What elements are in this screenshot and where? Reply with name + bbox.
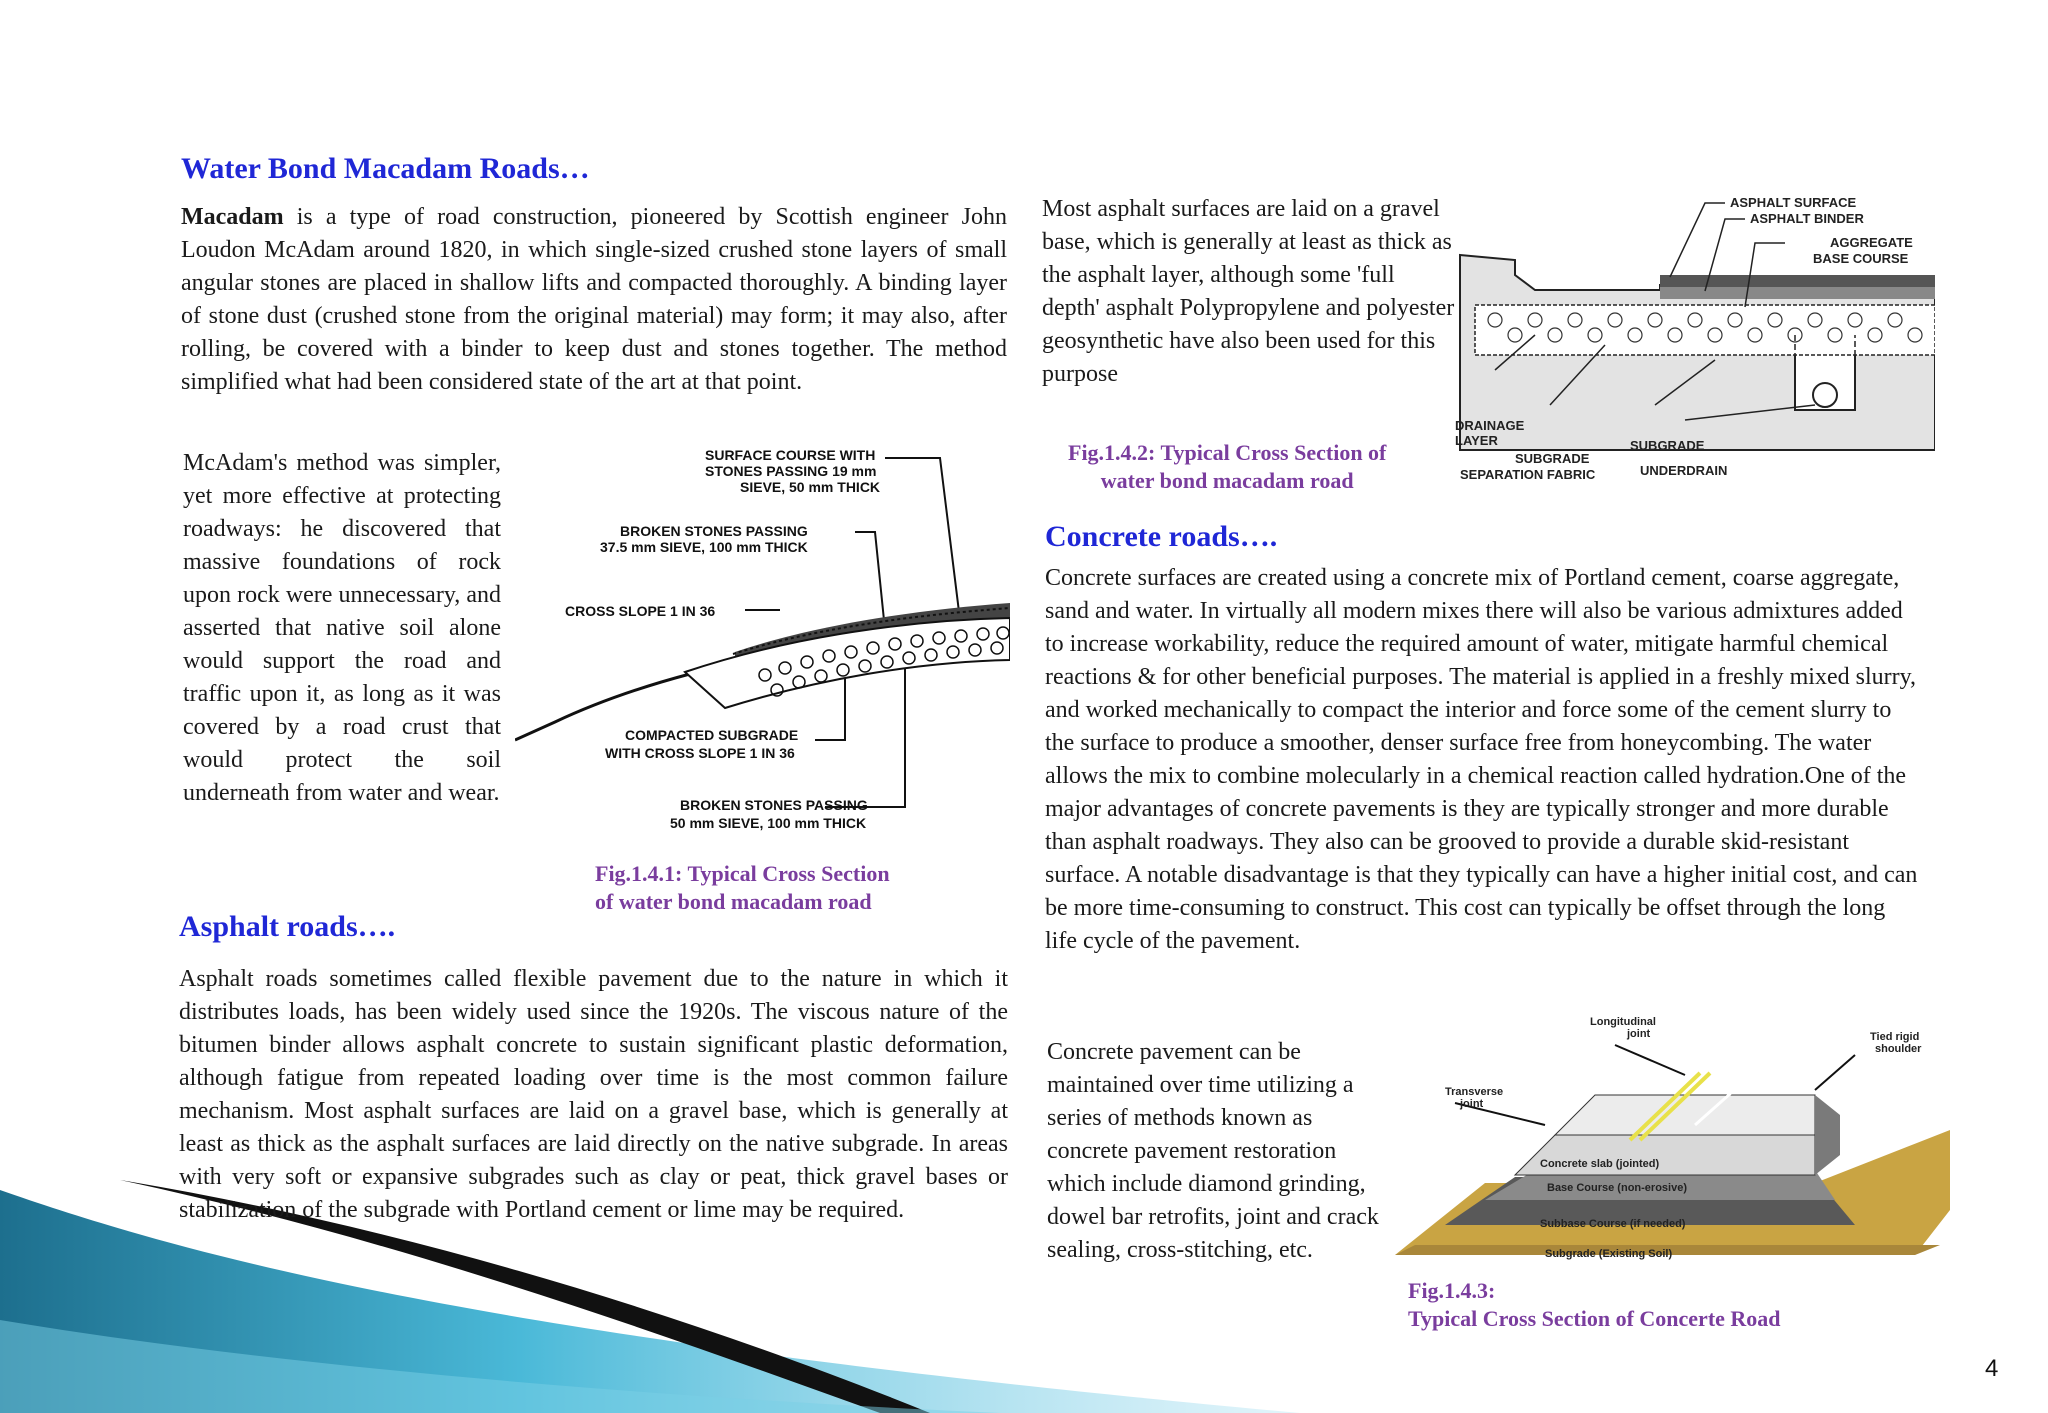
concrete-caption-line2: Typical Cross Section of Concerte Road	[1408, 1306, 1781, 1331]
label-longitudinal-2: joint	[1627, 1028, 1651, 1040]
label-tied-2: shoulder	[1875, 1043, 1922, 1055]
label-drainage-1: DRAINAGE	[1455, 418, 1525, 433]
label-transverse-2: joint	[1460, 1098, 1484, 1110]
label-underdrain: UNDERDRAIN	[1640, 463, 1728, 478]
label-broken2-2: 50 mm SIEVE, 100 mm THICK	[670, 815, 867, 831]
concrete-body-paragraph: Concrete surfaces are created using a concrete mix of Portland cement, coarse aggregate, sand and water. In virtually all modern mixes there will also be various admixtures added to increase workability, reduce the required amount of water, mitigate harmful chemical reactions & for other beneficial purposes. The material is applied in a freshly mixed slurry, and worked mechanically to compact the interior and force some of the cement slurry to the surface to produce a smoother, denser surface free from honeycombing. The water allows the mix to combine molecularly in a chemical reaction called hydration.One of the major advantages of concrete pavements is they are typically stronger and more durable than asphalt roadways. They also can be grooved to provide a durable skid-resistant surface. A notable disadvantage is that they typically can have a higher initial cost, and can be more time-consuming to construct. This cost can typically be offset through the long life cycle of the pavement.	[1045, 565, 1918, 954]
label-subgrade-fabric-2: SEPARATION FABRIC	[1460, 467, 1596, 482]
label-subgrade: SUBGRADE	[1630, 438, 1705, 453]
asphalt-figure-caption	[1068, 439, 1386, 495]
asphalt-cross-section-figure	[1455, 195, 1935, 490]
asphalt-heading: Asphalt roads….	[179, 910, 396, 943]
macadam-figure-caption	[595, 860, 890, 916]
label-broken1-2: 37.5 mm SIEVE, 100 mm THICK	[600, 539, 808, 555]
label-base: Base Course (non-erosive)	[1547, 1182, 1687, 1194]
page-number: 4	[1985, 1355, 1999, 1382]
label-surface-1: SURFACE COURSE WITH	[705, 447, 876, 463]
concrete-maintenance-paragraph: Concrete pavement can be maintained over time utilizing a series of methods known as concrete pavement restoration which include diamond grinding, dowel bar retrofits, joint and crack sealing, cross-stitching, etc.	[1047, 1039, 1379, 1263]
macadam-caption-line1: Fig.1.4.1: Typical Cross Section	[595, 861, 890, 886]
label-drainage-2: LAYER	[1455, 433, 1498, 448]
macadam-method-paragraph: McAdam's method was simpler, yet more effective at protecting roadways: he discovered that massive foundations of rock upon rock were unnecessary, and asserted that native soil alone would support the road and traffic upon it, as long as it was covered by a road crust that would protect the soil underneath from water and wear.	[183, 450, 501, 806]
label-surface-2: STONES PASSING 19 mm	[705, 463, 877, 479]
macadam-intro-text: is a type of road construction, pioneered by Scottish engineer John Loudon McAdam around 1820, in which single-sized crushed stone layers of small angular stones are placed in shallow lifts and compacted thoroughly. A binding layer of stone dust (crushed stone from the original material) may form; it may also, after rolling, be covered with a binder to keep dust and stones together. The method simplified what had been considered state of the art at that point.	[181, 204, 1007, 395]
label-longitudinal-1: Longitudinal	[1590, 1016, 1656, 1028]
label-cross-slope: CROSS SLOPE 1 IN 36	[565, 603, 716, 619]
concrete-caption-line1: Fig.1.4.3:	[1408, 1278, 1496, 1303]
label-aggregate-2: BASE COURSE	[1813, 251, 1909, 266]
label-asphalt-surface: ASPHALT SURFACE	[1730, 195, 1857, 210]
label-tied-1: Tied rigid	[1870, 1031, 1920, 1043]
macadam-heading: Water Bond Macadam Roads…	[181, 152, 590, 185]
label-broken2-1: BROKEN STONES PASSING	[680, 797, 868, 813]
label-subgrade-1: COMPACTED SUBGRADE	[625, 727, 799, 743]
asphalt-body-paragraph: Asphalt roads sometimes called flexible pavement due to the nature in which it distributes loads, has been widely used since the 1920s. The viscous nature of the bitumen binder allows asphalt concrete to sustain significant plastic deformation, although fatigue from repeated loading over time is the most common failure mechanism. Most asphalt surfaces are laid on a gravel base, which is generally at least as thick as the asphalt surfaces are laid directly on the native subgrade. In areas with very soft or expansive subgrades such as clay or peat, thick gravel bases or stabilization of the subgrade with Portland cement or lime may be required.	[179, 966, 1008, 1223]
asphalt-caption-line1: Fig.1.4.2: Typical Cross Section of	[1068, 440, 1387, 465]
macadam-cross-section-figure	[515, 440, 1010, 860]
macadam-term: Macadam	[181, 204, 284, 230]
label-aggregate-1: AGGREGATE	[1830, 235, 1913, 250]
label-broken1-1: BROKEN STONES PASSING	[620, 523, 808, 539]
label-transverse-1: Transverse	[1445, 1086, 1504, 1098]
asphalt-caption-line2: water bond macadam road	[1100, 468, 1354, 493]
label-subgrade-2: WITH CROSS SLOPE 1 IN 36	[605, 745, 795, 761]
concrete-heading: Concrete roads….	[1045, 520, 1278, 553]
concrete-cross-section-figure	[1395, 1005, 1950, 1280]
macadam-caption-line2: of water bond macadam road	[595, 889, 872, 914]
label-subbase: Subbase Course (if needed)	[1540, 1218, 1686, 1230]
asphalt-side-paragraph: Most asphalt surfaces are laid on a gravel base, which is generally at least as thick as the asphalt layer, although some 'full depth' asphalt Polypropylene and polyester geosynthetic have also been used for this purpose	[1042, 196, 1455, 387]
label-subgrade-fabric-1: SUBGRADE	[1515, 451, 1590, 466]
label-slab: Concrete slab (jointed)	[1540, 1158, 1660, 1170]
label-surface-3: SIEVE, 50 mm THICK	[740, 479, 881, 495]
label-asphalt-binder: ASPHALT BINDER	[1750, 211, 1864, 226]
label-soil: Subgrade (Existing Soil)	[1545, 1248, 1673, 1260]
macadam-intro-paragraph	[181, 201, 1007, 399]
concrete-figure-caption	[1408, 1277, 1781, 1333]
